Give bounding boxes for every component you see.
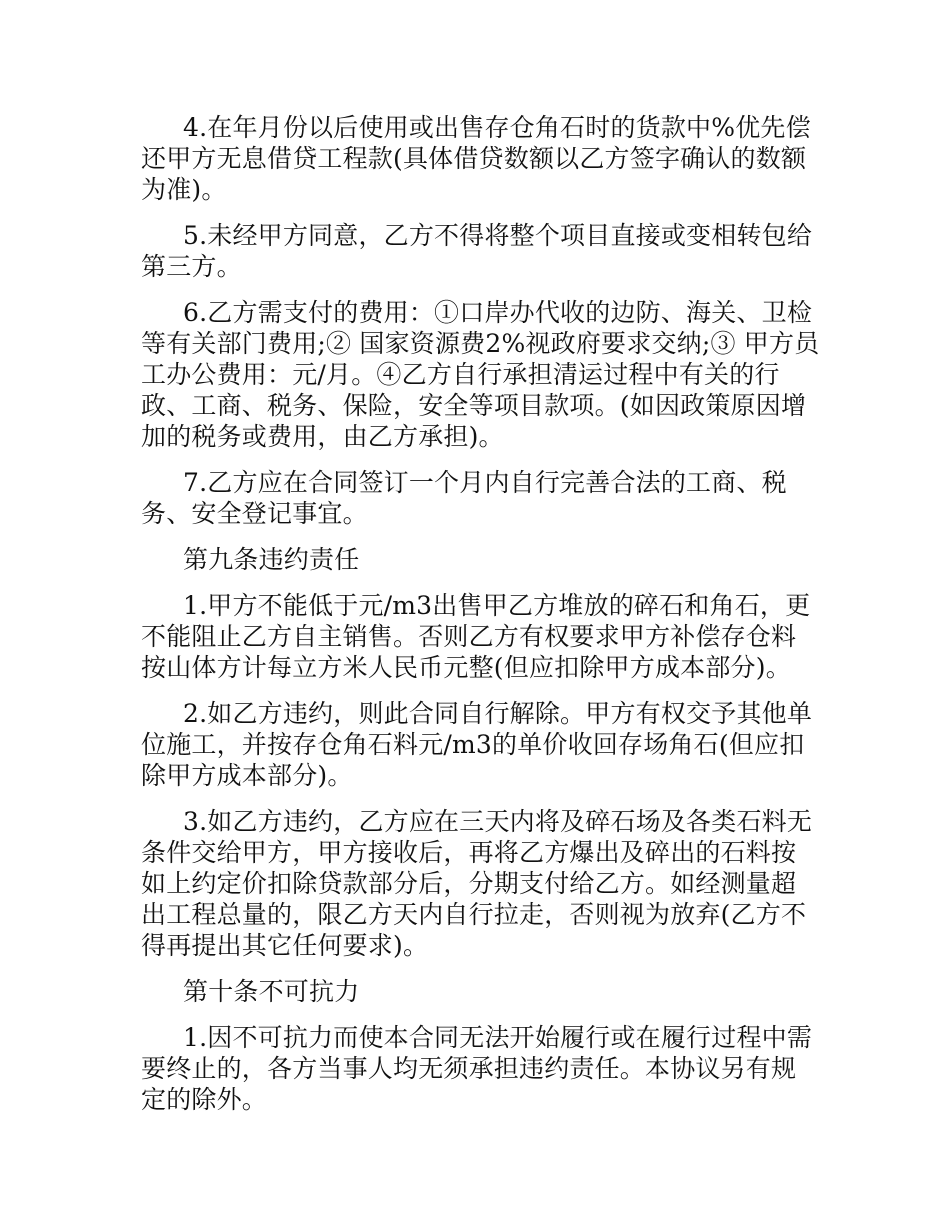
section-heading-article-10: 第十条不可抗力 [183, 977, 360, 1006]
clause-9-item-2: 2.如乙方违约，则此合同自行解除。甲方有权交予其他单位施工，并按存仓角石料元/m3的单价收回存场角石(但应扣除甲方成本部分)。 [141, 699, 813, 790]
clause-8-item-7: 7.乙方应在合同签订一个月内自行完善合法的工商、税务、安全登记事宜。 [141, 468, 787, 528]
document-body [141, 112, 821, 1130]
clause-8-item-5: 5.未经甲方同意，乙方不得将整个项目直接或变相转包给第三方。 [141, 221, 813, 281]
clause-9-item-1: 1.甲方不能低于元/m3出售甲乙方堆放的碎石和角石，更不能阻止乙方自主销售。否则乙方有权要求甲方补偿存仓料按山体方计每立方米人民币元整(但应扣除甲方成本部分)。 [141, 591, 811, 682]
clause-10-item-1: 1.因不可抗力而使本合同无法开始履行或在履行过程中需要终止的，各方当事人均无须承担违约责任。本协议另有规定的除外。 [141, 1023, 813, 1114]
section-heading-article-9: 第九条违约责任 [183, 545, 360, 574]
clause-9-item-3: 3.如乙方违约，乙方应在三天内将及碎石场及各类石料无条件交给甲方，甲方接收后，再将乙方爆出及碎出的石料按如上约定价扣除贷款部分后，分期支付给乙方。如经测量超出工程总量的，限乙方天内自行拉走，否则视为放弃(乙方不得再提出其它任何要求)。 [141, 807, 813, 960]
clause-8-item-4: 4.在年月份以后使用或出售存仓角石时的货款中%优先偿还甲方无息借贷工程款(具体借贷数额以乙方签字确认的数额为准)。 [141, 113, 811, 204]
clause-8-item-6: 6.乙方需支付的费用：①口岸办代收的边防、海关、卫检等有关部门费用;② 国家资源费2%视政府要求交纳;③ 甲方员工办公费用：元/月。④乙方自行承担清运过程中有关的行政、工商、税务、保险，安全等项目款项。(如因政策原因增加的税务或费用，由乙方承担)。 [141, 298, 820, 451]
